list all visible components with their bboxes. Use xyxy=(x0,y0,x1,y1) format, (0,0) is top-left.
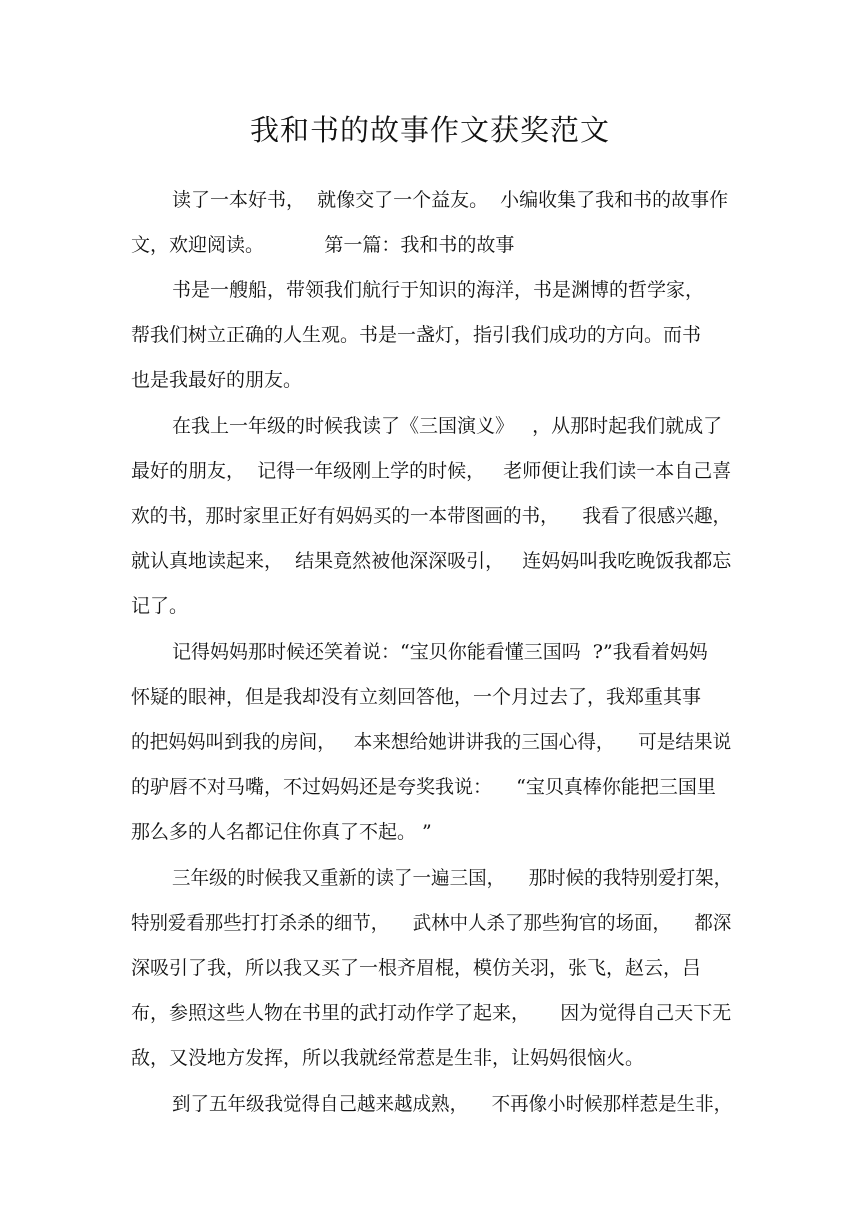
document-title: 我和书的故事作文获奖范文 xyxy=(249,113,610,147)
text-line: 帮我们树立正确的人生观。书是一盏灯，指引我们成功的方向。而书 xyxy=(131,324,702,346)
text-line: 读了一本好书， 就像交了一个益友。 小编收集了我和书的故事作 xyxy=(172,189,729,211)
text-line: 欢的书，那时家里正好有妈妈买的一本带图画的书， 我看了很感兴趣， xyxy=(131,505,732,527)
text-line: 最好的朋友， 记得一年级刚上学的时候， 老师便让我们读一本自己喜 xyxy=(131,460,732,482)
text-line: 文，欢迎阅读。 第一篇：我和书的故事 xyxy=(131,234,515,256)
text-line: 敌，又没地方发挥，所以我就经常惹是生非，让妈妈很恼火。 xyxy=(131,1047,645,1069)
text-line: 记了。 xyxy=(131,595,189,617)
text-line: 怀疑的眼神，但是我却没有立刻回答他，一个月过去了，我郑重其事 xyxy=(131,686,702,708)
text-line: 书是一艘船，带领我们航行于知识的海洋，书是渊博的哲学家， xyxy=(172,279,705,301)
text-line: 的驴唇不对马嘴，不过妈妈还是夸奖我说： “宝贝真棒你能把三国里 xyxy=(131,776,716,798)
text-line: 就认真地读起来， 结果竟然被他深深吸引， 连妈妈叫我吃晚饭我都忘 xyxy=(131,550,732,572)
text-line: 特别爱看那些打打杀杀的细节， 武林中人杀了那些狗官的场面， 都深 xyxy=(131,912,732,934)
text-line: 到了五年级我觉得自己越来越成熟， 不再像小时候那样惹是生非， xyxy=(172,1093,733,1115)
text-line: 也是我最好的朋友。 xyxy=(131,369,303,391)
text-line: 三年级的时候我又重新的读了一遍三国， 那时候的我特别爱打架， xyxy=(172,867,733,889)
text-line: 的把妈妈叫到我的房间， 本来想给她讲讲我的三国心得， 可是结果说 xyxy=(131,731,732,753)
text-line: 在我上一年级的时候我读了《三国演义》 ，从那时起我们就成了 xyxy=(172,415,723,437)
text-line: 布，参照这些人物在书里的武打动作学了起来， 因为觉得自己天下无 xyxy=(131,1002,732,1024)
text-line: 那么多的人名都记住你真了不起。 ” xyxy=(131,821,432,843)
text-line: 深吸引了我，所以我又买了一根齐眉棍，模仿关羽，张飞，赵云，吕 xyxy=(131,957,702,979)
text-line: 记得妈妈那时候还笑着说：“宝贝你能看懂三国吗 ?”我看着妈妈 xyxy=(172,641,708,663)
